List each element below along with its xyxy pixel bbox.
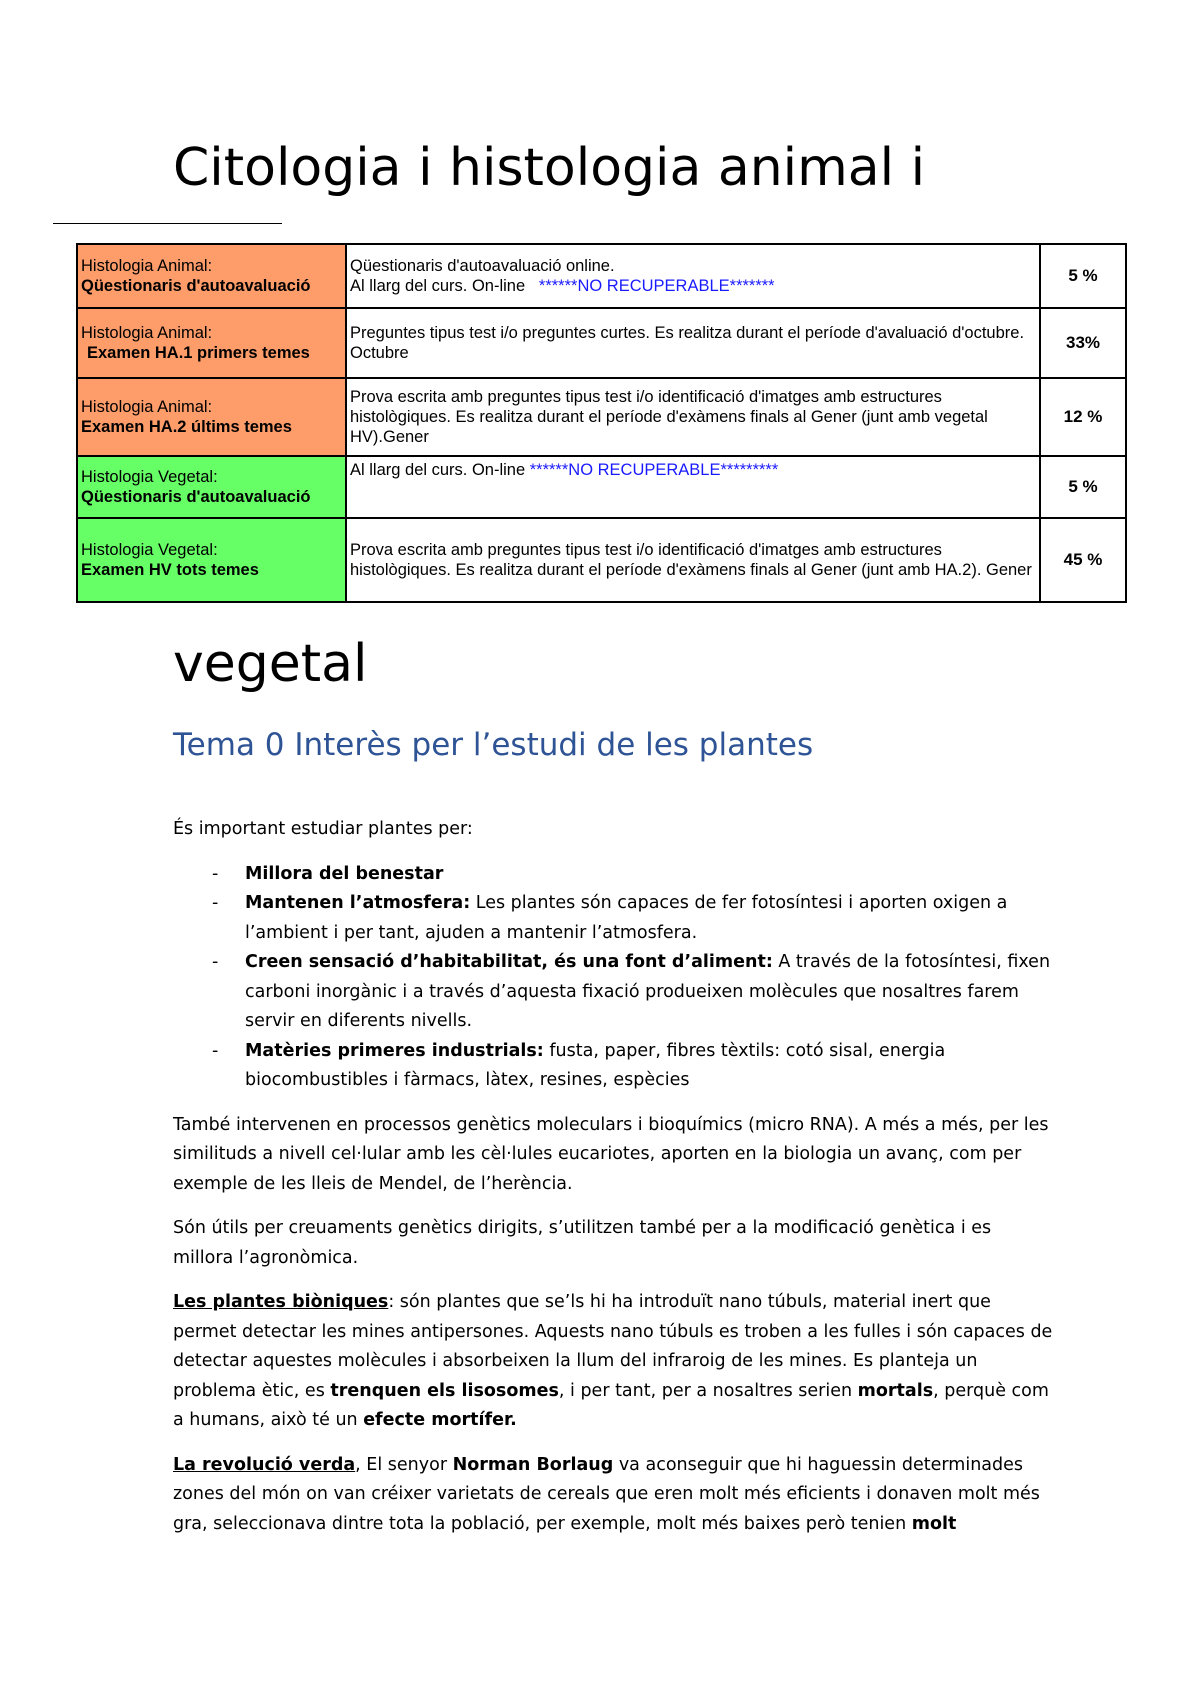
evaluation-table	[76, 243, 1127, 603]
list-item-text: A través de la fotosíntesi, fixen carboni inorgànic i a través d’aquesta fixació produeixen molècules que nosaltres farem servir en diferents nivells.	[245, 952, 1051, 1031]
table-row	[77, 244, 1126, 308]
subject-cell	[77, 378, 346, 456]
paragraph-genetics: També intervenen en processos genètics moleculars i bioquímics (micro RNA). A més a més, per les similituds a nivell cel·lular amb les cèl·lules eucariotes, aporten en la biologia un avanç, com per exemple de les lleis de Mendel, de l’herència.	[173, 1114, 1049, 1194]
item-label: Qüestionaris d'autoavaluació	[81, 488, 311, 506]
percentage-cell: 5 %	[1040, 456, 1126, 518]
subject-cell	[77, 244, 346, 308]
description-cell: Prova escrita amb preguntes tipus test i/o identificació d'imatges amb estructures histològiques. Es realitza durant el període d'exàmens finals al Gener (junt amb vegetal HV).Gener	[346, 378, 1040, 456]
description-cell	[346, 244, 1040, 308]
table-row	[77, 308, 1126, 378]
section-heading: Tema 0 Interès per l’estudi de les plantes	[173, 727, 814, 763]
subject-label: Histologia Animal:	[81, 323, 213, 342]
subject-label: Histologia Animal:	[81, 256, 213, 275]
note-text: ******NO RECUPERABLE*********	[529, 461, 779, 479]
dash-bullet: -	[212, 893, 219, 913]
dash-bullet: -	[212, 952, 219, 972]
subject-label: Histologia Animal:	[81, 397, 213, 416]
document-title: Citologia i histologia animal i	[173, 138, 926, 198]
list-item-bold: Mantenen l’atmosfera:	[245, 893, 471, 913]
list-item	[173, 1037, 1053, 1096]
description-line2	[350, 276, 1036, 296]
paragraph-text: , El senyor	[355, 1454, 453, 1475]
table-row	[77, 518, 1126, 602]
description-cell	[346, 456, 1040, 518]
description-cell: Preguntes tipus test i/o preguntes curtes. Es realitza durant el període d'avaluació d'octubre. Octubre	[346, 308, 1040, 378]
table-row	[77, 378, 1126, 456]
reasons-list	[173, 860, 1053, 1096]
subject-label: Histologia Vegetal:	[81, 467, 218, 486]
subject-cell	[77, 518, 346, 602]
document-title-continued: vegetal	[173, 634, 368, 694]
description-cell: Prova escrita amb preguntes tipus test i/o identificació d'imatges amb estructures histològiques. Es realitza durant el període d'exàmens finals al Gener (junt amb HA.2). Gener	[346, 518, 1040, 602]
percentage-cell: 33%	[1040, 308, 1126, 378]
paragraph-bionic-plants	[173, 1288, 1053, 1436]
subject-cell	[77, 308, 346, 378]
subject-cell	[77, 456, 346, 518]
note-text: ******NO RECUPERABLE*******	[538, 277, 775, 295]
bold-text: mortals	[857, 1380, 934, 1401]
dash-bullet: -	[212, 863, 219, 884]
list-item-text: Les plantes són capaces de fer fotosíntesi i aporten oxigen a l’ambient i per tant, ajuden a mantenir l’atmosfera.	[245, 893, 1008, 943]
paragraph-text: va aconseguir que hi haguessin determinades zones del món on van créixer varietats de cereals que eren molt més eficients i donaven molt més gra, seleccionava dintre tota la població, per exemple, molt més baixes però tenien	[173, 1454, 1040, 1534]
list-item	[173, 948, 1053, 1037]
bold-text: efecte mortífer.	[363, 1410, 517, 1430]
list-item-bold: Matèries primeres industrials:	[245, 1040, 544, 1061]
table-row	[77, 456, 1126, 518]
paragraph-text: , i per tant, per a nosaltres serien	[558, 1380, 858, 1401]
description-text: Qüestionaris d'autoavaluació online.	[350, 256, 615, 275]
list-item-bold: Creen sensació d’habitabilitat, és una font d’aliment:	[245, 952, 773, 972]
item-label: Qüestionaris d'autoavaluació	[81, 277, 311, 295]
list-item	[173, 889, 1053, 948]
term-underlined: Les plantes biòniques	[173, 1292, 389, 1312]
paragraph-green-revolution	[173, 1451, 1053, 1540]
bold-text: Norman Borlaug	[452, 1454, 614, 1475]
list-item	[173, 860, 1053, 890]
intro-paragraph: És important estudiar plantes per:	[173, 819, 473, 839]
description-text: Al llarg del curs. On-line	[350, 461, 526, 479]
list-item-bold: Millora del benestar	[245, 863, 444, 884]
term-underlined: La revolució verda	[173, 1454, 356, 1475]
title-underline	[53, 223, 282, 224]
item-label: Examen HA.2 últims temes	[81, 418, 292, 436]
dash-bullet: -	[212, 1040, 219, 1061]
bold-text: trenquen els lisosomes	[330, 1380, 559, 1401]
percentage-cell: 5 %	[1040, 244, 1126, 308]
paragraph-crossbreeding: Són útils per creuaments genètics dirigits, s’utilitzen també per a la modificació genètica i es millora l’agronòmica.	[173, 1218, 992, 1268]
document-body	[173, 815, 1053, 1554]
paragraph-text: , perquè com a humans, això té un	[173, 1380, 1049, 1430]
subject-label: Histologia Vegetal:	[81, 540, 218, 559]
paragraph-text: : són plantes que se’ls hi ha introduït nano túbuls, material inert que permet detectar les mines antipersones. Aquests nano túbuls es troben a les fulles i són capaces de detectar aquestes molècules i absorbeixen la llum del infraroig de les mines. Es planteja un problema ètic, es	[173, 1292, 1053, 1401]
percentage-cell: 45 %	[1040, 518, 1126, 602]
item-label: Examen HV tots temes	[81, 561, 259, 579]
description-text: Al llarg del curs. On-line	[350, 277, 526, 295]
list-item-text: fusta, paper, fibres tèxtils: cotó sisal, energia biocombustibles i fàrmacs, làtex, resines, espècies	[245, 1040, 946, 1090]
item-label: Examen HA.1 primers temes	[87, 344, 310, 362]
percentage-cell: 12 %	[1040, 378, 1126, 456]
bold-text: molt	[911, 1513, 957, 1534]
